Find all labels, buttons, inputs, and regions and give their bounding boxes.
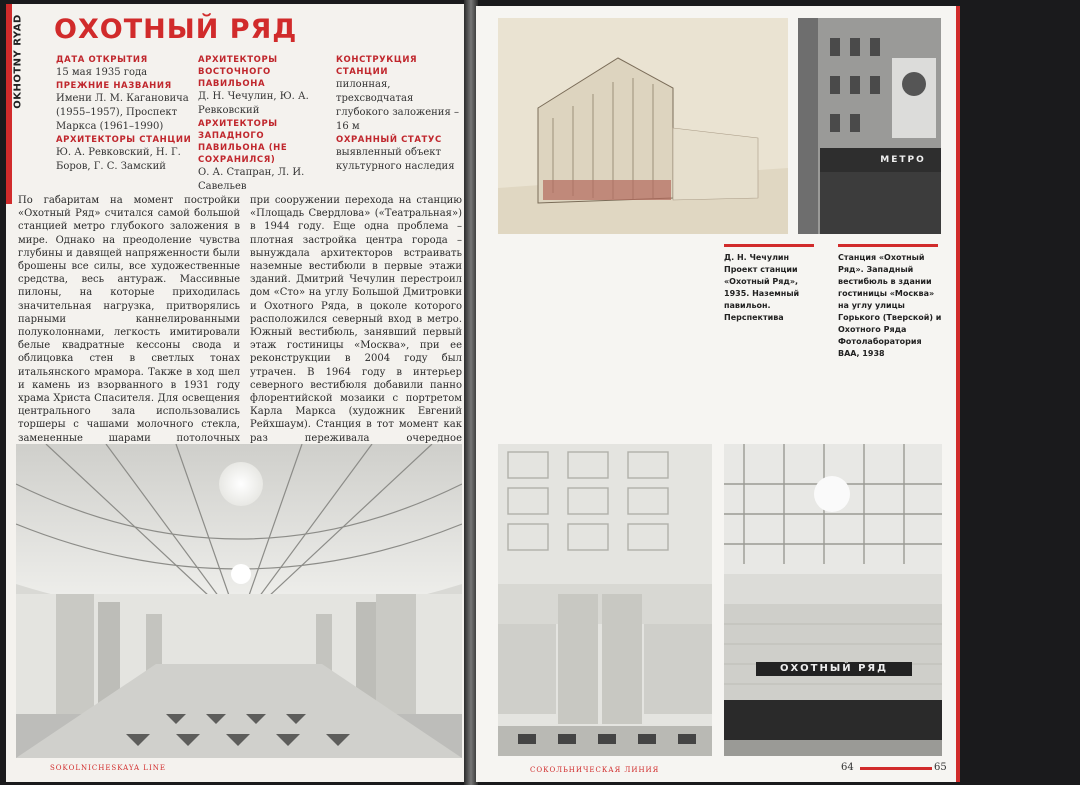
page-number-bar [860,767,932,770]
caption-bar [838,244,938,247]
right-page [476,6,960,782]
page-number-left: 64 [841,762,854,773]
pavilion-drawing [498,18,788,234]
info-label: ДАТА ОТКРЫТИЯ [56,55,148,65]
left-page [6,4,470,782]
info-value: пилонная, трехсводчатая глубокого заложения – 16 м [336,79,459,132]
running-footer: SOKOLNICHESKAYA LINE [50,764,166,772]
historic-vestibule-photo [798,18,941,234]
info-value: 15 мая 1935 года [56,67,148,78]
page-title: ОХОТНЫЙ РЯД [54,14,298,45]
info-value: Имени Л. М. Кагановича (1955–1957), Проспект Маркса (1961–1990) [56,93,189,132]
info-column-3 [336,54,462,174]
info-value: выявленный объект культурного наследия [336,147,455,172]
info-label: КОНСТРУКЦИЯ СТАНЦИИ [336,55,418,77]
info-value: Д. Н. Чечулин, Ю. А. Ревковский [198,91,309,116]
red-edge-bar [6,4,12,204]
info-label: АРХИТЕКТОРЫ ЗАПАДНОГО ПАВИЛЬОНА (НЕ СОХРАНИЛСЯ) [198,119,288,165]
info-value: О. А. Стапран, Л. И. Савельев [198,167,305,192]
body-text-column-1: По габаритам на момент постройки «Охотный Ряд» считался самой большой станцией метро глубокого заложения в мире. Однако на преодоление чувства глубины и давящей напряженности были брошены все силы, все художественные средства, весь антураж. Массивные пилоны, на которые приходилась значительная нагрузка, притворялись парными каннелированными полуколоннами, легкость имитировали белые квадратные кессоны свода и облицовка стен в светлых тонах итальянского мрамора. Также в ход шел и камень из взорванного в 1931 году храма Христа Спасителя. Для освещения центрального зала использовались торшеры с чашами молочного стекла, замененные шарами потолочных [18,195,240,444]
station-name-sign: ОХОТНЫЙ РЯД [756,662,912,676]
running-footer: СОКОЛЬНИЧЕСКАЯ ЛИНИЯ [530,766,660,774]
caption-drawing: Д. Н. Чечулин Проект станции «Охотный Ряд», 1935. Наземный павильон. Перспектива [724,253,800,322]
info-label: ПРЕЖНИЕ НАЗВАНИЯ [56,81,172,91]
info-column-2 [198,54,328,194]
info-label: АРХИТЕКТОРЫ ВОСТОЧНОГО ПАВИЛЬОНА [198,55,278,89]
info-label: АРХИТЕКТОРЫ СТАНЦИИ [56,135,192,145]
caption-historic-photo: Станция «Охотный Ряд». Западный вестибюль в здании гостиницы «Москва» на углу улицы Горького (Тверской) и Охотного Ряда Фотолаборатория ВАА, 1938 [838,253,942,358]
caption-bar [724,244,814,247]
vertical-label: OKHOTNY RYAD [12,14,24,109]
pylon-photo [498,444,712,756]
info-column-1 [56,54,194,174]
red-edge-bar [956,6,960,782]
track-wall-photo [724,444,942,756]
info-label: ОХРАННЫЙ СТАТУС [336,135,442,145]
metro-sign: МЕТРО [880,155,926,165]
station-hall-photo [16,444,462,758]
page-number-right: 65 [934,762,947,773]
info-value: Ю. А. Ревковский, Н. Г. Боров, Г. С. Замский [56,147,181,172]
body-text-column-2: при сооружении перехода на станцию «Площадь Свердлова» («Театральная») в 1944 году. Еще одна проблема – плотная застройка центра города – вынуждала архитекторов встраивать наземные вестибюли в первые этажи зданий. Дмитрий Чечулин перестроил дом «Сто» на углу Большой Дмитровки и Охотного Ряда, в цоколе которого расположился северный вход в метро. Южный вестибюль, занявший первый этаж гостиницы «Москва», при ее реконструкции в 2004 году был утрачен. В 1964 году в интерьер северного вестибюля добавили панно флорентийской мозаики с портретом Карла Маркса (художник Евгений Рейхшаум). Станция в тот момент как раз переживала очередное [250,195,462,444]
